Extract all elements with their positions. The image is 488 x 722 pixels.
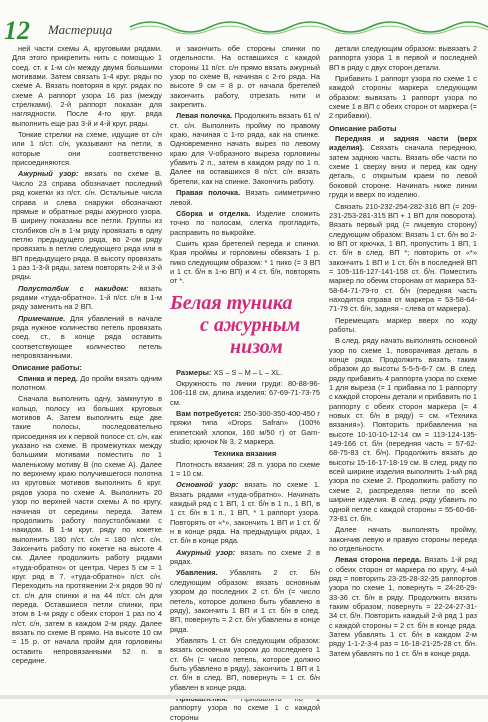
subheading: Основной узор: <box>176 480 239 490</box>
section-heading: Описание работы: <box>12 363 83 373</box>
paragraph-text: Вязать симметрично левой. <box>170 188 321 207</box>
paragraph-text: XS – S – M – L – XL. <box>213 367 283 377</box>
paragraph <box>170 209 320 237</box>
paragraph: Далее начать выполнять пройму, закончив левую и правую стороны переда по отдельности. <box>329 525 477 553</box>
paragraph: Прибавить 1 раппорт узора по схеме 1 с каждой стороны маркера следующим образом: вывязать 1 раппорт узора по схеме 1 в ВП с обеих сторон от маркера (= 2 прибавки). <box>329 74 477 121</box>
paragraph <box>329 134 477 199</box>
paragraph <box>170 409 320 446</box>
column-left <box>12 44 162 694</box>
paragraph-text: 250-300-350-400-450 г пряжи типа «Drops Safran» (100% египетский хлопок, 160 м/50 г) от Garn-studio; крючок № 3, 2 маркера. <box>170 408 321 446</box>
paragraph: Убавлять 1 ст. б/н следующим образом: вязать основным узором до последнего 1 ст. б/н (= число петель, которое должно быть убавлено в ряду), закончить 1 ВП и 1 ст. б/н в след. ВП, повернуть = 1 ст. б/н убавлен в конце ряда. <box>170 635 320 692</box>
paragraph <box>170 480 320 545</box>
subheading: Сборка и отделка. <box>176 208 251 218</box>
paragraph-text: вязать по схеме 2 в рядах. <box>170 547 321 567</box>
paragraph <box>12 314 162 361</box>
paragraph: Сначала выполнить одну, замкнутую в кольцо, полосу из больших круговых мотивов А. Затем выполнить еще две такие полосы, последовательно присоединяя их к первой полосе ст. с/н, как указано на схеме. В промежутках между большими мотивами поместить по 1 маленькому мотиву В (по схеме А). Далее по верхнему краю получившегося полотна из круговых мотивов выполнить 6 круг. рядов узора по схеме А. Выполнить 20 узор по верхней части схемы А по кругу, начиная от середины переда. Затем продолжить работу полустолбиками с накидом. В 1-м круг. ряду по кокетке выполнить 180 п/ст. с/н = 180 п/ст. с/н. Закончить работу по кокетке на высоте 4 см. Далее продолжить работу рядами «туда-обратно» от центра. Через 5 см = 1 круг. ряд в 7. «туда-обратно» п/ст. с/н. Переходить на протяжении 2-х рядов 90 п/ст. с/н для спинки и на 44 п/ст. с/н для переда. Оставшиеся петли спинки, при этом в 1-м ряду с обеих сторон 1 раз по 4 п/ст. с/н, затем в каждом 2-м ряду. Далее вязать по схеме В прямо. На высоте 10 см = 15 р. от начала пройм для горловины оставить непровязанными 52 п. в середине. <box>12 394 162 665</box>
paragraph: Связать 210-232-254-282-316 ВП (= 209-231-253-281-315 ВП + 1 ВП для поворота). Вязать первый ряд (= лицевую сторону) следующим образом: Вязать 1 ст. б/н во 2-ю ВП от крючка, 1 ВП, пропустить 1 ВП, 1 ст. б/н в след. ВП *; повторить от «*» закончить 1 ВП и 1 ст. б/н в последней ВП = 105-116-127-141-158 ст. б/н. Поместить маркер по обеим сторонам от маркера 53-58-64-71-79-го ст. б/н (передняя часть находится справа от маркера = 53-58-64-71-79 ст. б/н, задняя - слева от маркера). <box>329 201 477 314</box>
subheading: Вам потребуется: <box>176 408 242 418</box>
paragraph-text: Продолжить вязать 61 п/ст. с/н. Выполнить пройму по правому краю, начиная с 1-го ряда, как на спинке. Одновременно начать вырез по левому краю для V-образного выреза горловины убавить 2 п., затем в каждом ряду по 1 п. Далее на оставшихся 8 п/ст. с/н вязать бретели, как на спинке. Закончить работу. <box>170 111 320 186</box>
page-number: 12 <box>4 16 30 45</box>
paragraph: Плотность вязания: 28 п. узора по схеме 1 = 10 см. <box>170 459 320 479</box>
page-header <box>0 0 488 44</box>
paragraph: В след. ряду начать выполнять основной узор по схеме 1, поворачивая деталь в конце ряда. Продолжить вязать таким образом до высоты 5-5-5-6-7 см. В след. ряду прибавить 4 раппорта узора по схеме 1 для выреза (= 1 прибавка по 1 раппорту с каждой стороны детали и прибавить по 1 раппорту с обеих сторон маркера (= 4 новых ст. б/н в ряду) = см. «Техника вязания»). Повторить прибавления на высоте 10-10-10-12-14 см = 113-124-135-149-166 ст. б/н (передняя часть = 57-62-68-75-83 ст. б/н). Продолжить вязать до высоты 15-16-17-18-19 см. В след. ряду по всей ширине изделия выполнить 1-ый ряд узора по схеме 2. Продолжить работу по схеме 2, распределяя петли по всей ширине изделия. В след. ряду убавить по одной петле с каждой стороны = 55-60-66-73-81 ст. б/н. <box>329 336 477 523</box>
paragraph-text: Для убавлений в начале ряда нужное количество петель провязать соед. ст., в конце ряда оставить соответствующее количество петель непровязанными. <box>12 313 162 360</box>
subheading: Ажурный узор: <box>176 547 236 557</box>
paragraph <box>12 169 162 281</box>
title-line: Белая туника <box>170 291 293 314</box>
title-line: с ажурным <box>200 313 301 336</box>
paragraph: детали следующим образом: вывязать 2 раппорта узора 1 в первой и последней ВП в ряду с двух сторон детали. <box>329 44 477 72</box>
paragraph <box>329 555 477 658</box>
paragraph-text: Убавлять 2 ст. б/н следующим образом: вязать основным узором до последних 2 ст. б/н (= число петель, которое должно быть убавлено в ряду), закончить 1 ВП и 1 ст. б/н в след. ВП, повернуть = 2 ст. б/н убавлены в конце ряда. <box>170 568 320 634</box>
subheading: Полустолбик с накидом: <box>18 283 129 293</box>
section-heading: Техника вязания <box>213 449 277 459</box>
paragraph: и закончить обе стороны спинки по отдельности. На оставшихся с каждой стороны 11 п/ст. с/н прямо вязать ажурный узор по схеме В, начиная с 2-го ряда. На высоте 9 см = 8 р. от начала бретелей закончить работу, отрезать нити и закрепить. <box>170 44 320 110</box>
section-name: Мастерица <box>48 22 113 37</box>
paragraph: Тонкие стрелки на схеме, идущие от с/н или 1 п/ст. с/н, указывают на петли, в которые они соответственно присоединяются. <box>12 130 162 168</box>
paragraph: Окружность по линии груди: 80-88-96-106-118 см, длина изделия: 67-69-71-73-75 см. <box>170 378 320 407</box>
paragraph-text: До пройм вязать одним полотном. <box>12 373 163 393</box>
subheading: Левая полочка. <box>176 111 233 121</box>
paragraph: Сшить края бретелей переда и спинки. Края проймы и горловины обвязать 1 р. пико следующим образом: * 1 пико (= 3 ВП и 1 ст. б/н в 1-ю ВП) и 4 ст. б/н, повторять от *. <box>170 238 320 286</box>
paragraph-text: раппорту узора по схеме 1 с каждой стороны <box>170 703 320 722</box>
paragraph: Перемещать маркер вверх по ходу работы. <box>329 315 477 334</box>
paragraph: ней части схемы А, круговыми рядами. Для этого прикрепить нить с помощью 1 соед. ст. к 1-м с/н между двумя большими мотивами. Затем связать 1-4 круг. ряды по схеме А. Вязать повторяя в круг. рядах по схеме А раппорт узора 16 раз (между стрелками). 2-й раппорт показан для наглядности. После 4-го круг. ряда выполнить еще раз 3-й и 4-й круг. ряды. <box>12 44 162 128</box>
subheading: Спинка и перед. <box>18 373 78 383</box>
title-line: низом <box>230 335 283 358</box>
subheading: Размеры: <box>176 367 212 377</box>
column-middle <box>170 44 321 722</box>
subheading: Правая полочка. <box>176 188 241 198</box>
subheading: Ажурный узор: <box>18 169 79 179</box>
page-footer-strip <box>0 695 488 699</box>
subheading: Примечание. <box>18 313 66 323</box>
subheading: Убавления. <box>176 568 218 578</box>
column-right <box>329 44 477 694</box>
paragraph <box>12 374 162 393</box>
paragraph <box>170 188 320 207</box>
paragraph <box>170 111 320 186</box>
subheading: Левая сторона переда. <box>335 555 422 565</box>
paragraph <box>170 568 320 633</box>
paragraph <box>12 284 162 312</box>
article-title <box>170 292 320 358</box>
paragraph-text: вязать по схеме 1. Вязать рядами «туда-обратно». Начинать каждый ряд с 1 ВП, 1 ст. б/н в 1 п., 1 ВП, в 1 ст. б/н в 1 п., 1 ВП, * 1 раппорт узора. Повторять от «*», закончить 1 ВП и 1 ст. б/н в конце ряда. На предыдущих рядах, 1 ст. б/н в конце ряда. <box>170 480 320 546</box>
paragraph <box>170 548 320 567</box>
section-heading: Описание работы <box>329 123 397 133</box>
header-ornament <box>130 15 488 35</box>
paragraph-text: Изделие сложить точно по полосам, слегка прогладить, расправить по выкройке. <box>170 208 320 237</box>
paragraph-text: вязать по схеме В. Число 23 справа обозначает последний ряд кокетки из п/ст. с/н. Остальные числа справа и слева снаружи обозначают прямые и обратные ряды ажурного узора. В ширину показаны все петли. Группы из столбиков с/н в 1-м ряду провязать в одну петлю предыдущего ряда, во 2-ом ряду провязать в петлю следующего ряда или в ВП предыдущего ряда. В высоту провязать 1 раз 1-3-й ряды, затем повторять 2-й и 3-й ряды. <box>12 169 162 282</box>
paragraph <box>170 368 320 377</box>
paragraph-text: Связать сначала переднюю, затем заднюю часть. Вязать обе части по схеме 1 сверху вниз и перед как одну деталь, с открытым краем по левой боковой стороне. Начинать ниже линии груди и вверх по изделию. <box>329 143 477 200</box>
subheading: Передняя и задняя части (верх изделия). <box>329 134 477 153</box>
paragraph-text: Вязать 1-й ряд с обеих сторон от маркера по кругу, 4-ый ряд = повторить 23-25-28-32-35 раппортов узора по схеме 1, повернуть = 24-26-29-33-36 ст. б/н в ряду. Продолжить вязать таким образом, повернуть = 22-24-27-31-34 ст. б/н. Повторить каждый 2-й ряд 1 раз с каждой стороны = 2 ст. б/н в конце ряда. Затем убавлять 1 ст. б/н в каждом 2-м ряду 1-1-2-3-4 раз = 16-18-21-25-28 ст. б/н. Затем убавлять по 1 ст. б/н в конце ряда. <box>329 555 478 658</box>
paragraph-text: вязать рядами «туда-обратно». 1-й п/ст. с/н в 1-м ряду заменить на 2 ВП. <box>12 283 162 312</box>
